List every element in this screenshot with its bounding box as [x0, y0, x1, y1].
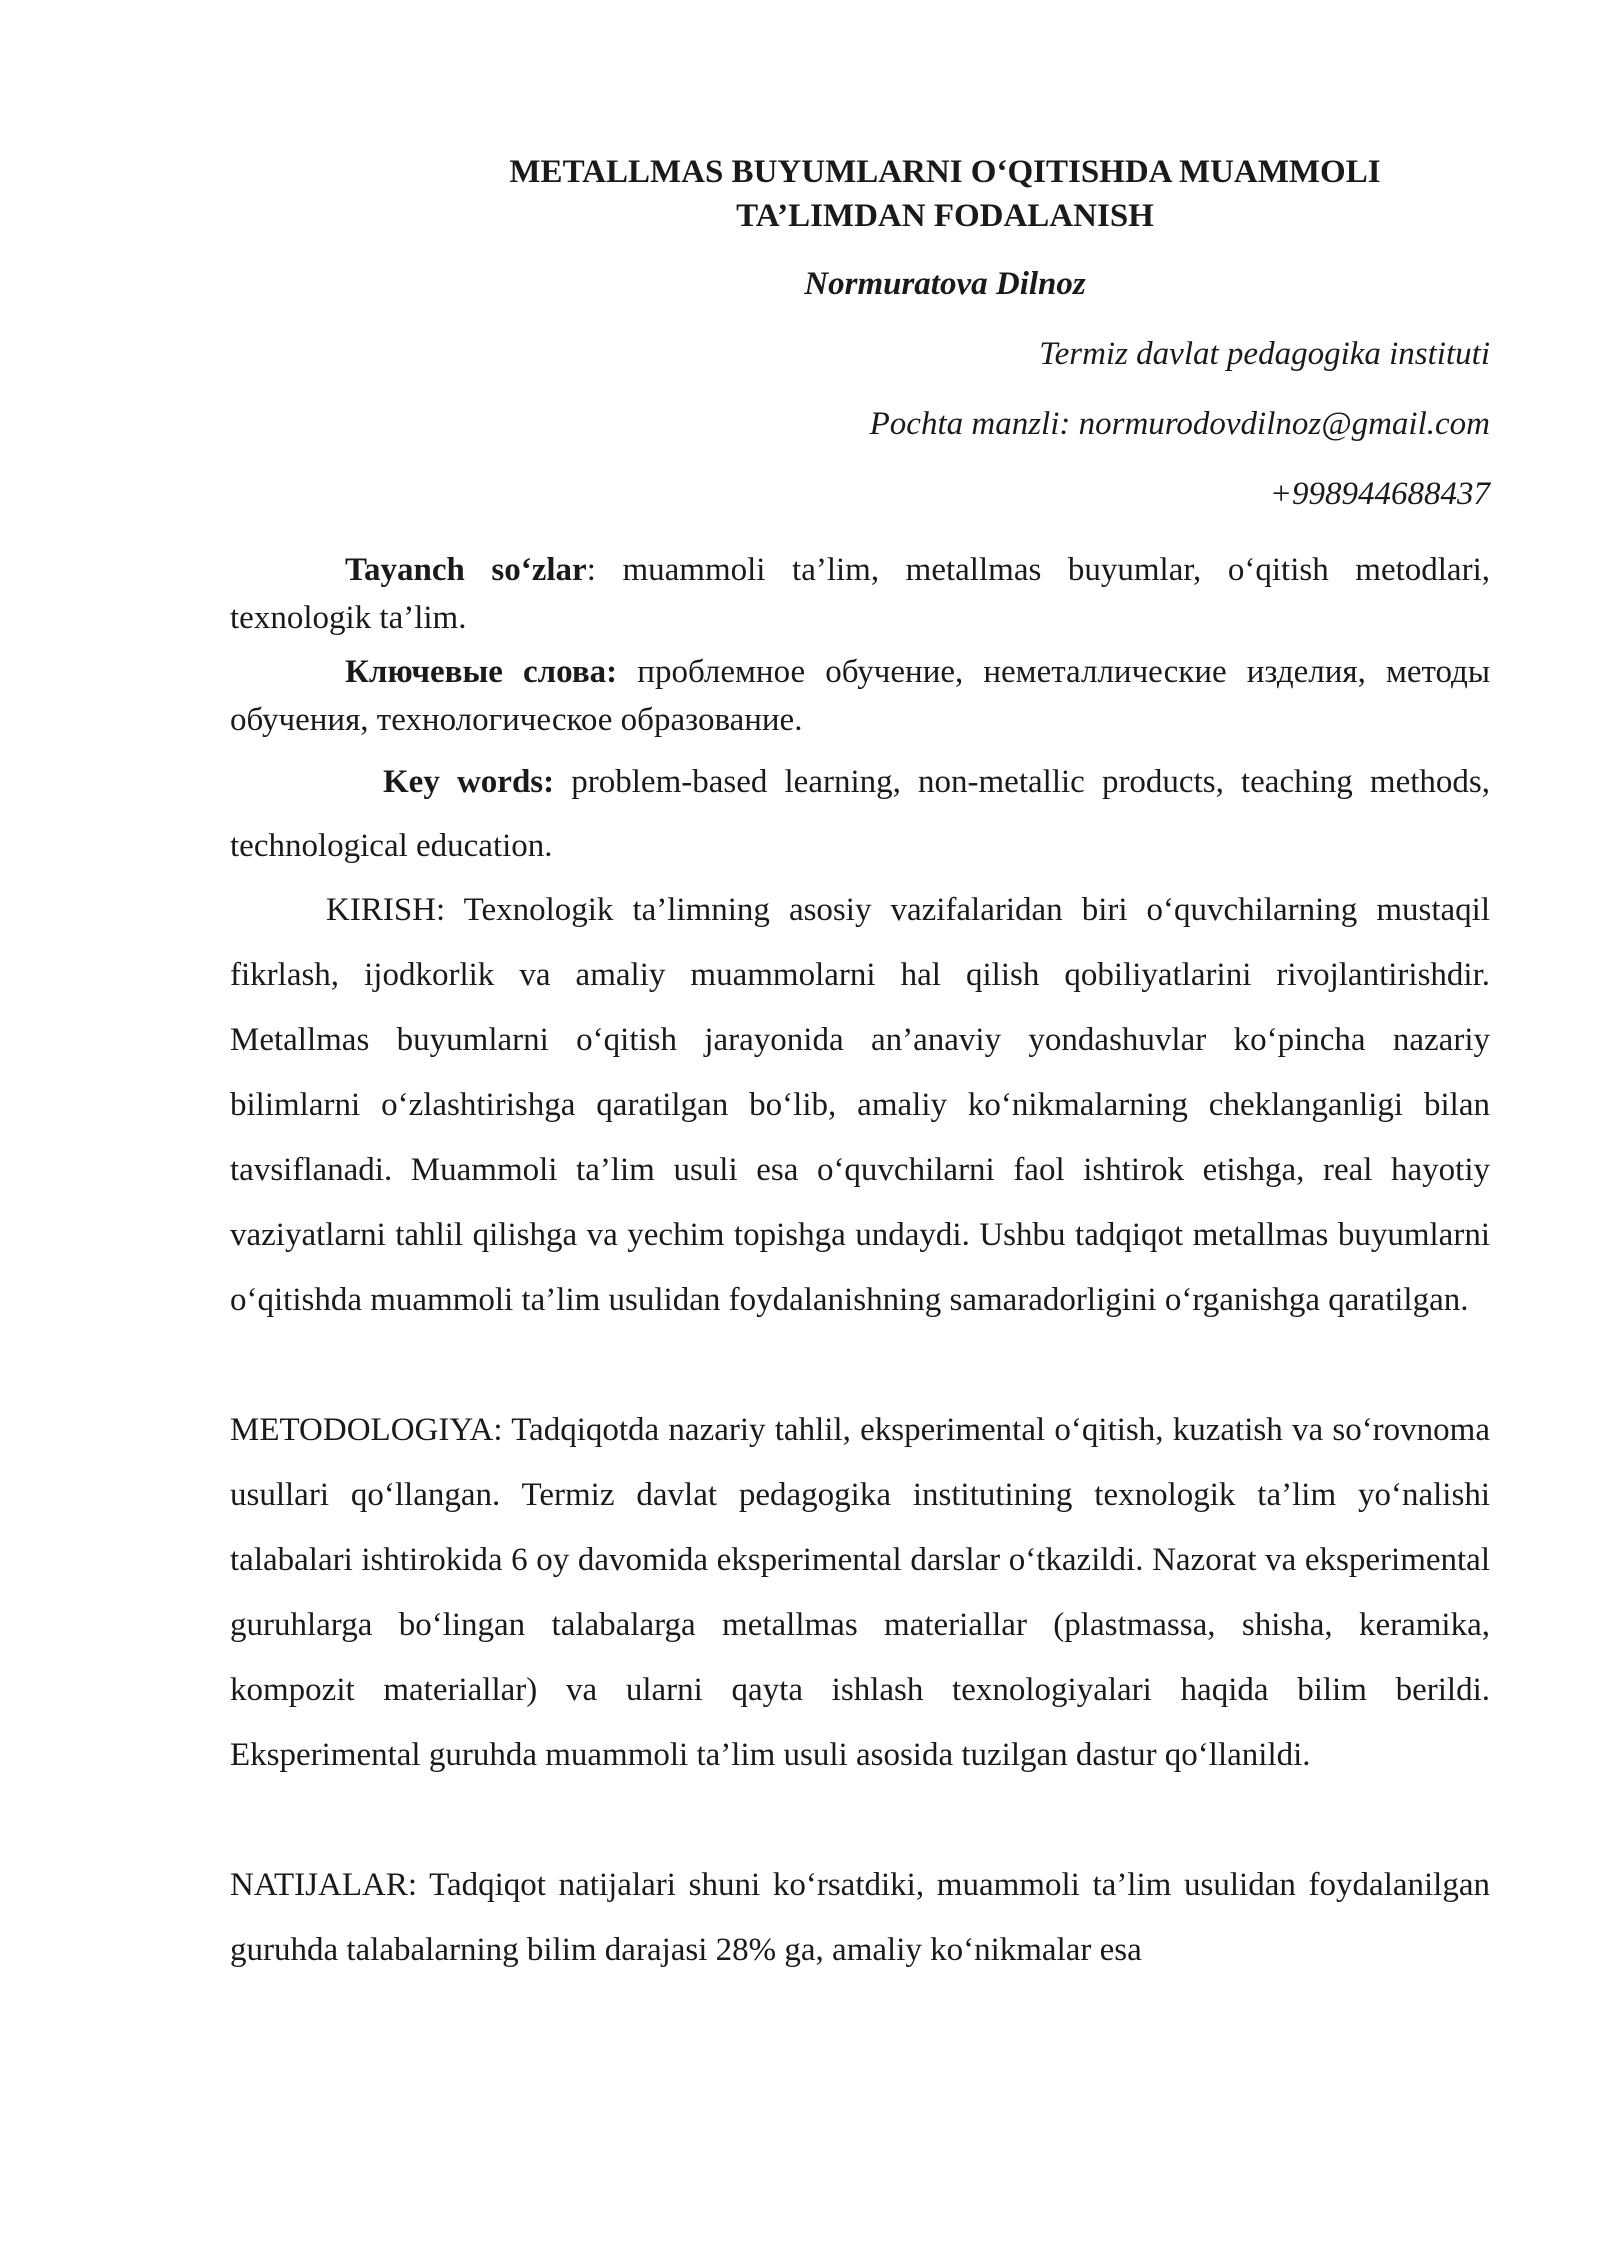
keywords-uz-text: : muammoli ta’lim, metallmas buyumlar, o‘qitish metodlari, texnologik ta’lim.: [230, 552, 1490, 636]
section-results: NATIJALAR: Tadqiqot natijalari shuni ko‘rsatdiki, muammoli ta’lim usulidan foydalanilgan guruhda talabalarning bilim darajasi 28% ga, amaliy ko‘nikmalar esa: [230, 1867, 1490, 1968]
paper-title: [230, 150, 1490, 238]
keywords-en-label: Key words:: [383, 764, 555, 800]
keywords-ru-text: проблемное обучение, неметаллические изделия, методы обучения, технологическое образование.: [230, 654, 1490, 738]
section-intro: KIRISH: Texnologik ta’limning asosiy vazifalaridan biri o‘quvchilarning mustaqil fikrlash, ijodkorlik va amaliy muammolarni hal qilish qobiliyatlarini rivojlantirishdir. Metallmas buyumlarni o‘qitish jarayonida an’anaviy yondashuvlar ko‘pincha nazariy bilimlarni o‘zlashtirishga qaratilgan bo‘lib, amaliy ko‘nikmalarning cheklanganligi bilan tavsiflanadi. Muammoli ta’lim usuli esa o‘quvchilarni faol ishtirok etishga, real hayotiy vaziyatlarni tahlil qilishga va yechim topishga undaydi. Ushbu tadqiqot metallmas buyumlarni o‘qitishda muammoli ta’lim usulidan foydalanishning samaradorligini o‘rganishga qaratilgan.: [230, 892, 1490, 1318]
email-line: Pochta manzli: normurodovdilnoz@gmail.com: [869, 406, 1490, 442]
keywords-en: [230, 750, 1490, 878]
title-line-2: TA’LIMDAN FODALANISH: [736, 198, 1154, 234]
institution: Termiz davlat pedagogika instituti: [1039, 336, 1490, 372]
keywords-ru: [230, 648, 1490, 744]
keywords-ru-label: Ключевые слова:: [345, 654, 618, 690]
keywords-uz-label: Tayanch so‘zlar: [345, 552, 587, 588]
keywords-en-text: problem-based learning, non-metallic products, teaching methods, technological education.: [230, 764, 1490, 864]
author-name: Normuratova Dilnoz: [804, 266, 1086, 302]
title-line-1: METALLMAS BUYUMLARNI O‘QITISHDA MUAMMOLI: [509, 154, 1381, 190]
phone-number: +998944688437: [1269, 476, 1490, 512]
document-page: [230, 150, 1490, 1983]
keywords-uz: [230, 546, 1490, 642]
section-methodology: METODOLOGIYA: Tadqiqotda nazariy tahlil, eksperimental o‘qitish, kuzatish va so‘rovnoma usullari qo‘llangan. Termiz davlat pedagogika institutining texnologik ta’lim yo‘nalishi talabalari ishtirokida 6 oy davomida eksperimental darslar o‘tkazildi. Nazorat va eksperimental guruhlarga bo‘lingan talabalarga metallmas materiallar (plastmassa, shisha, keramika, kompozit materiallar) va ularni qayta ishlash texnologiyalari haqida bilim berildi. Eksperimental guruhda muammoli ta’lim usuli asosida tuzilgan dastur qo‘llanildi.: [230, 1412, 1490, 1773]
